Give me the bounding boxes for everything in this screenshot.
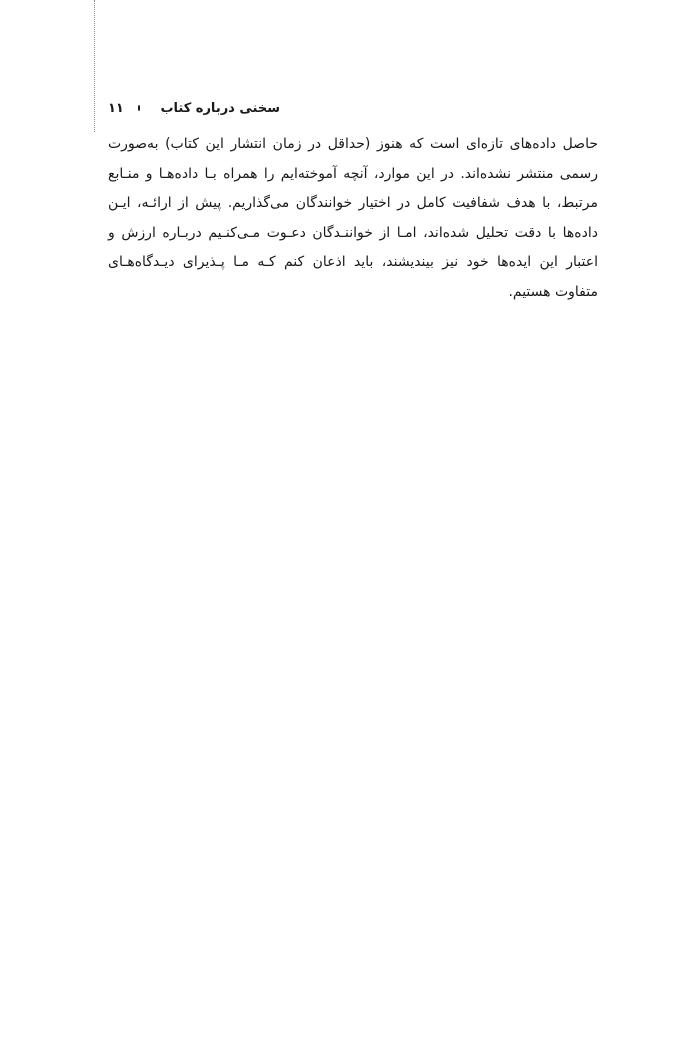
margin-rule <box>94 0 95 132</box>
page-number: ۱۱ <box>108 100 124 116</box>
running-header <box>108 96 280 120</box>
body-paragraph: حاصل داده‌های تازه‌ای است که هنوز (حداقل در زمان انتشار این کتاب) به‌صورت رسمی منتشر نشده‌اند. در این موارد، آنچه آموخته‌ایم را همراه بـا داده‌هـا و منـابع مرتبط، با هدف شفافیت کامل در اختیار خوانندگان می‌گذاریم. پیش از ارائـه، ایـن داده‌ها با دقت تحلیل شده‌اند، امـا از خواننـدگان دعـوت مـی‌کنـیم دربـاره ارزش و اعتبار این ایده‌ها خود نیز بیندیشند، باید اذعان کنم کـه مـا پـذیرای دیـدگاه‌هـای متفاوت هستیم. <box>108 136 598 300</box>
chapter-title: سخنی درباره کتاب <box>160 100 280 116</box>
bullet-separator <box>138 105 141 111</box>
